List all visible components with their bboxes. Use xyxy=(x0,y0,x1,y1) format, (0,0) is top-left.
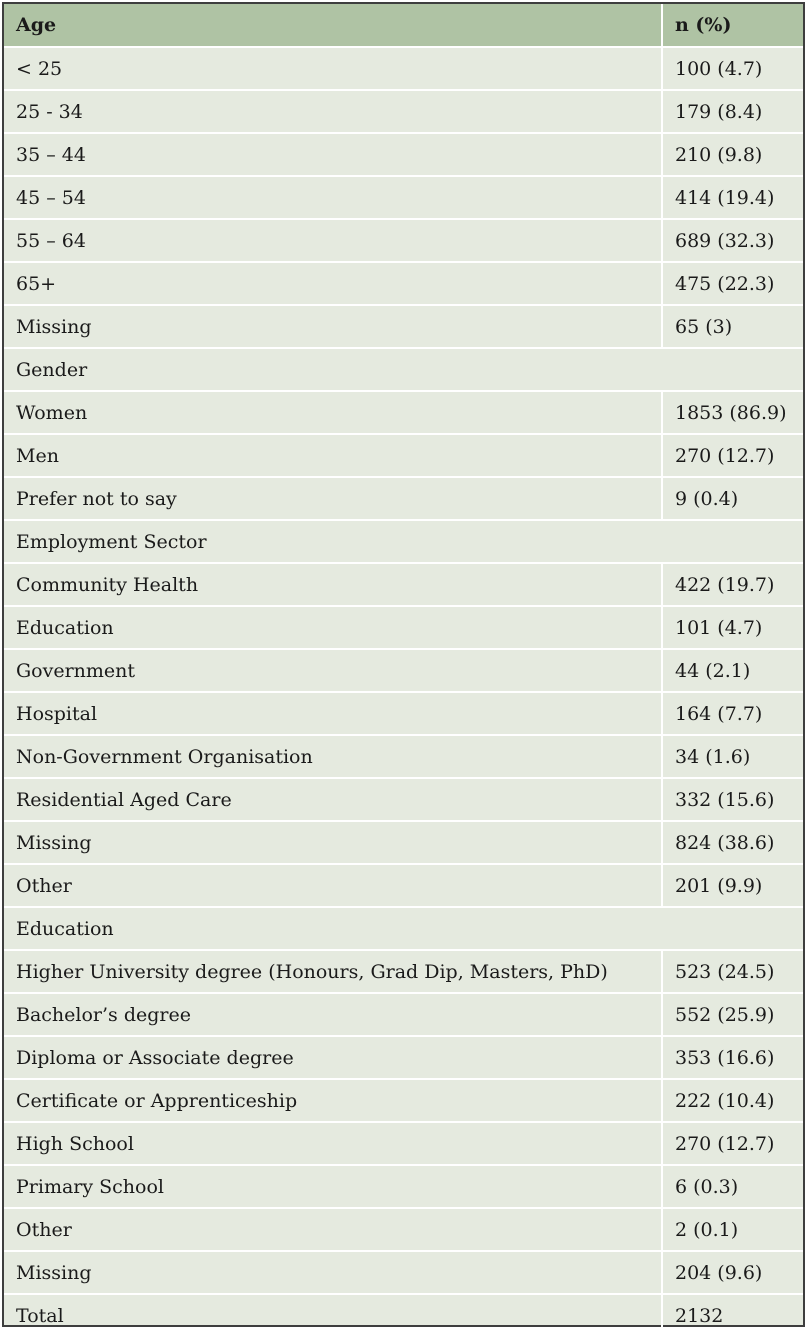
row-value: 422 (19.7) xyxy=(662,563,803,606)
row-value: 689 (32.3) xyxy=(662,219,803,262)
table-row xyxy=(4,176,803,219)
table-row xyxy=(4,821,803,864)
table-row xyxy=(4,219,803,262)
row-label: 65+ xyxy=(4,262,662,305)
table-row xyxy=(4,1079,803,1122)
row-value: 2 (0.1) xyxy=(662,1208,803,1251)
row-label: Higher University degree (Honours, Grad Dip, Masters, PhD) xyxy=(4,950,662,993)
table-row xyxy=(4,477,803,520)
row-label: Other xyxy=(4,864,662,907)
row-label: Women xyxy=(4,391,662,434)
table-row xyxy=(4,778,803,821)
row-value: 552 (25.9) xyxy=(662,993,803,1036)
table-row xyxy=(4,563,803,606)
table-row xyxy=(4,1208,803,1251)
row-label: Certificate or Apprenticeship xyxy=(4,1079,662,1122)
row-value: 164 (7.7) xyxy=(662,692,803,735)
table-row xyxy=(4,434,803,477)
row-label: < 25 xyxy=(4,47,662,90)
table-row xyxy=(4,735,803,778)
row-value: 101 (4.7) xyxy=(662,606,803,649)
table-row xyxy=(4,133,803,176)
row-value: 270 (12.7) xyxy=(662,1122,803,1165)
header-n-percent: n (%) xyxy=(662,4,803,47)
row-label: High School xyxy=(4,1122,662,1165)
row-label: 45 – 54 xyxy=(4,176,662,219)
row-label: Total xyxy=(4,1294,662,1336)
row-label: Community Health xyxy=(4,563,662,606)
row-value: 222 (10.4) xyxy=(662,1079,803,1122)
row-value: 210 (9.8) xyxy=(662,133,803,176)
row-label: Diploma or Associate degree xyxy=(4,1036,662,1079)
table-row xyxy=(4,606,803,649)
table-row xyxy=(4,864,803,907)
row-value: 6 (0.3) xyxy=(662,1165,803,1208)
table-row xyxy=(4,262,803,305)
table-row xyxy=(4,649,803,692)
row-label: Non-Government Organisation xyxy=(4,735,662,778)
row-value: 34 (1.6) xyxy=(662,735,803,778)
table-row xyxy=(4,305,803,348)
row-label: Residential Aged Care xyxy=(4,778,662,821)
row-label: Government xyxy=(4,649,662,692)
row-value: 9 (0.4) xyxy=(662,477,803,520)
row-value: 475 (22.3) xyxy=(662,262,803,305)
row-label: Education xyxy=(4,606,662,649)
demographics-table xyxy=(4,4,803,1336)
section-label: Gender xyxy=(4,348,803,391)
row-label: Missing xyxy=(4,1251,662,1294)
table-row xyxy=(4,1036,803,1079)
row-label: Men xyxy=(4,434,662,477)
row-value: 44 (2.1) xyxy=(662,649,803,692)
row-value: 201 (9.9) xyxy=(662,864,803,907)
row-value: 414 (19.4) xyxy=(662,176,803,219)
row-value: 204 (9.6) xyxy=(662,1251,803,1294)
row-label: Prefer not to say xyxy=(4,477,662,520)
row-value: 523 (24.5) xyxy=(662,950,803,993)
table-header-row xyxy=(4,4,803,47)
table-row xyxy=(4,1165,803,1208)
table-row xyxy=(4,950,803,993)
table-row xyxy=(4,90,803,133)
table-row xyxy=(4,993,803,1036)
row-label: 25 - 34 xyxy=(4,90,662,133)
section-header-row xyxy=(4,907,803,950)
table-row xyxy=(4,1251,803,1294)
row-label: 55 – 64 xyxy=(4,219,662,262)
row-value: 270 (12.7) xyxy=(662,434,803,477)
table-row xyxy=(4,1122,803,1165)
header-age: Age xyxy=(4,4,662,47)
row-label: Hospital xyxy=(4,692,662,735)
row-value: 332 (15.6) xyxy=(662,778,803,821)
table-row xyxy=(4,692,803,735)
row-value: 100 (4.7) xyxy=(662,47,803,90)
row-label: Missing xyxy=(4,821,662,864)
row-label: Other xyxy=(4,1208,662,1251)
row-value: 179 (8.4) xyxy=(662,90,803,133)
row-label: Primary School xyxy=(4,1165,662,1208)
section-header-row xyxy=(4,520,803,563)
row-label: Missing xyxy=(4,305,662,348)
row-value: 2132 xyxy=(675,1304,724,1327)
row-label: 35 – 44 xyxy=(4,133,662,176)
table-row xyxy=(4,47,803,90)
section-header-row xyxy=(4,348,803,391)
row-label: Bachelor’s degree xyxy=(4,993,662,1036)
demographics-table-container xyxy=(2,2,805,1327)
section-label: Employment Sector xyxy=(4,520,803,563)
row-value: 353 (16.6) xyxy=(662,1036,803,1079)
table-body xyxy=(4,47,803,1336)
table-row xyxy=(4,391,803,434)
section-label: Education xyxy=(4,907,803,950)
row-value: 824 (38.6) xyxy=(662,821,803,864)
row-value: 65 (3) xyxy=(662,305,803,348)
row-value: 1853 (86.9) xyxy=(662,391,803,434)
